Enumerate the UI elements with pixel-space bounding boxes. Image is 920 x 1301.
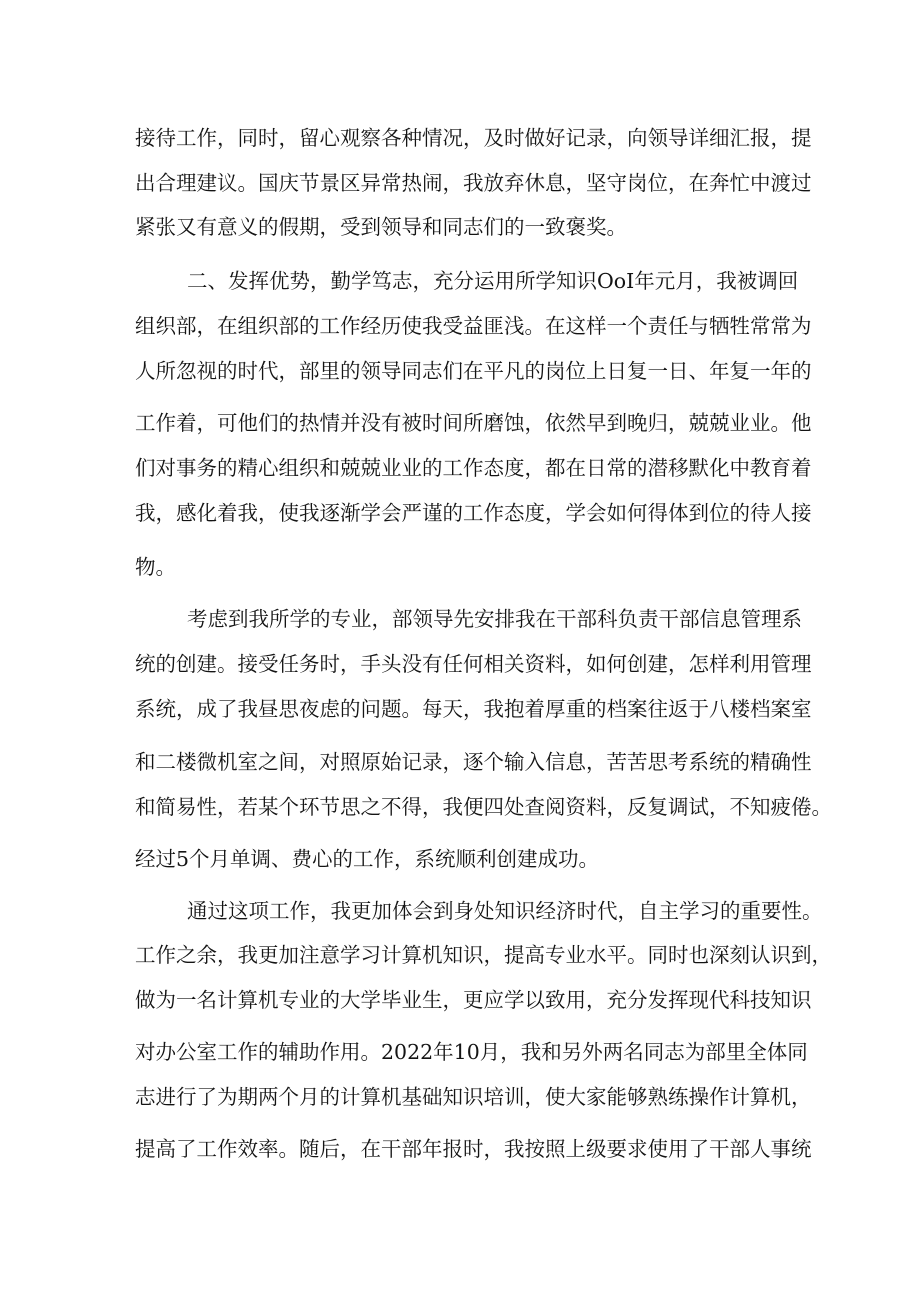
text-line: 我，感化着我，使我逐渐学会严谨的工作态度，学会如何得体到位的待人接 (135, 501, 812, 525)
text-line: 二、发挥优势，勤学笃志，充分运用所学知识OoI年元月，我被调回 (187, 269, 799, 293)
text-line: 志进行了为期两个月的计算机基础知识培训，使大家能够熟练操作计算机， (135, 1085, 812, 1109)
text-line: 出合理建议。国庆节景区异常热闹，我放弃休息，坚守岗位，在奔忙中渡过 (135, 171, 812, 195)
text-line: 系统，成了我昼思夜虑的问题。每天，我抱着厚重的档案往返于八楼档案室 (135, 697, 812, 721)
text-line: 通过这项工作，我更加体会到身处知识经济时代，自主学习的重要性。 (187, 899, 823, 923)
text-line: 提高了工作效率。随后，在干部年报时，我按照上级要求使用了干部人事统 (135, 1137, 812, 1161)
text-line: 人所忽视的时代，部里的领导同志们在平凡的岗位上日复一日、年复一年的 (135, 359, 812, 383)
text-line: 和简易性，若某个环节思之不得，我便四处查阅资料，反复调试，不知疲倦。 (135, 795, 832, 819)
text-line: 做为一名计算机专业的大学毕业生，更应学以致用，充分发挥现代科技知识 (135, 988, 812, 1012)
text-line: 组织部，在组织部的工作经历使我受益匪浅。在这样一个责任与牺牲常常为 (135, 314, 812, 338)
text-line: 和二楼微机室之间，对照原始记录，逐个输入信息，苦苦思考系统的精确性 (135, 750, 812, 774)
text-line: 考虑到我所学的专业，部领导先安排我在干部科负责干部信息管理系 (187, 607, 802, 631)
text-line: 紧张又有意义的假期，受到领导和同志们的一致褒奖。 (135, 215, 627, 239)
text-line: 工作之余，我更加注意学习计算机知识，提高专业水平。同时也深刻认识到， (135, 943, 832, 967)
text-line: 统的创建。接受任务时，手头没有任何相关资料，如何创建，怎样利用管理 (135, 652, 812, 676)
text-line: 经过5个月单调、费心的工作，系统顺利创建成功。 (135, 847, 600, 871)
text-line: 们对事务的精心组织和兢兢业业的工作态度，都在日常的潜移默化中教育着 (135, 456, 812, 480)
text-line: 对办公室工作的辅助作用。2022年10月，我和另外两名同志为部里全体同 (135, 1040, 808, 1064)
text-line: 工作着，可他们的热情并没有被时间所磨蚀，依然早到晚归，兢兢业业。他 (135, 411, 812, 435)
text-line: 物。 (135, 555, 176, 579)
text-line: 接待工作，同时，留心观察各种情况，及时做好记录，向领导详细汇报，提 (135, 126, 812, 150)
